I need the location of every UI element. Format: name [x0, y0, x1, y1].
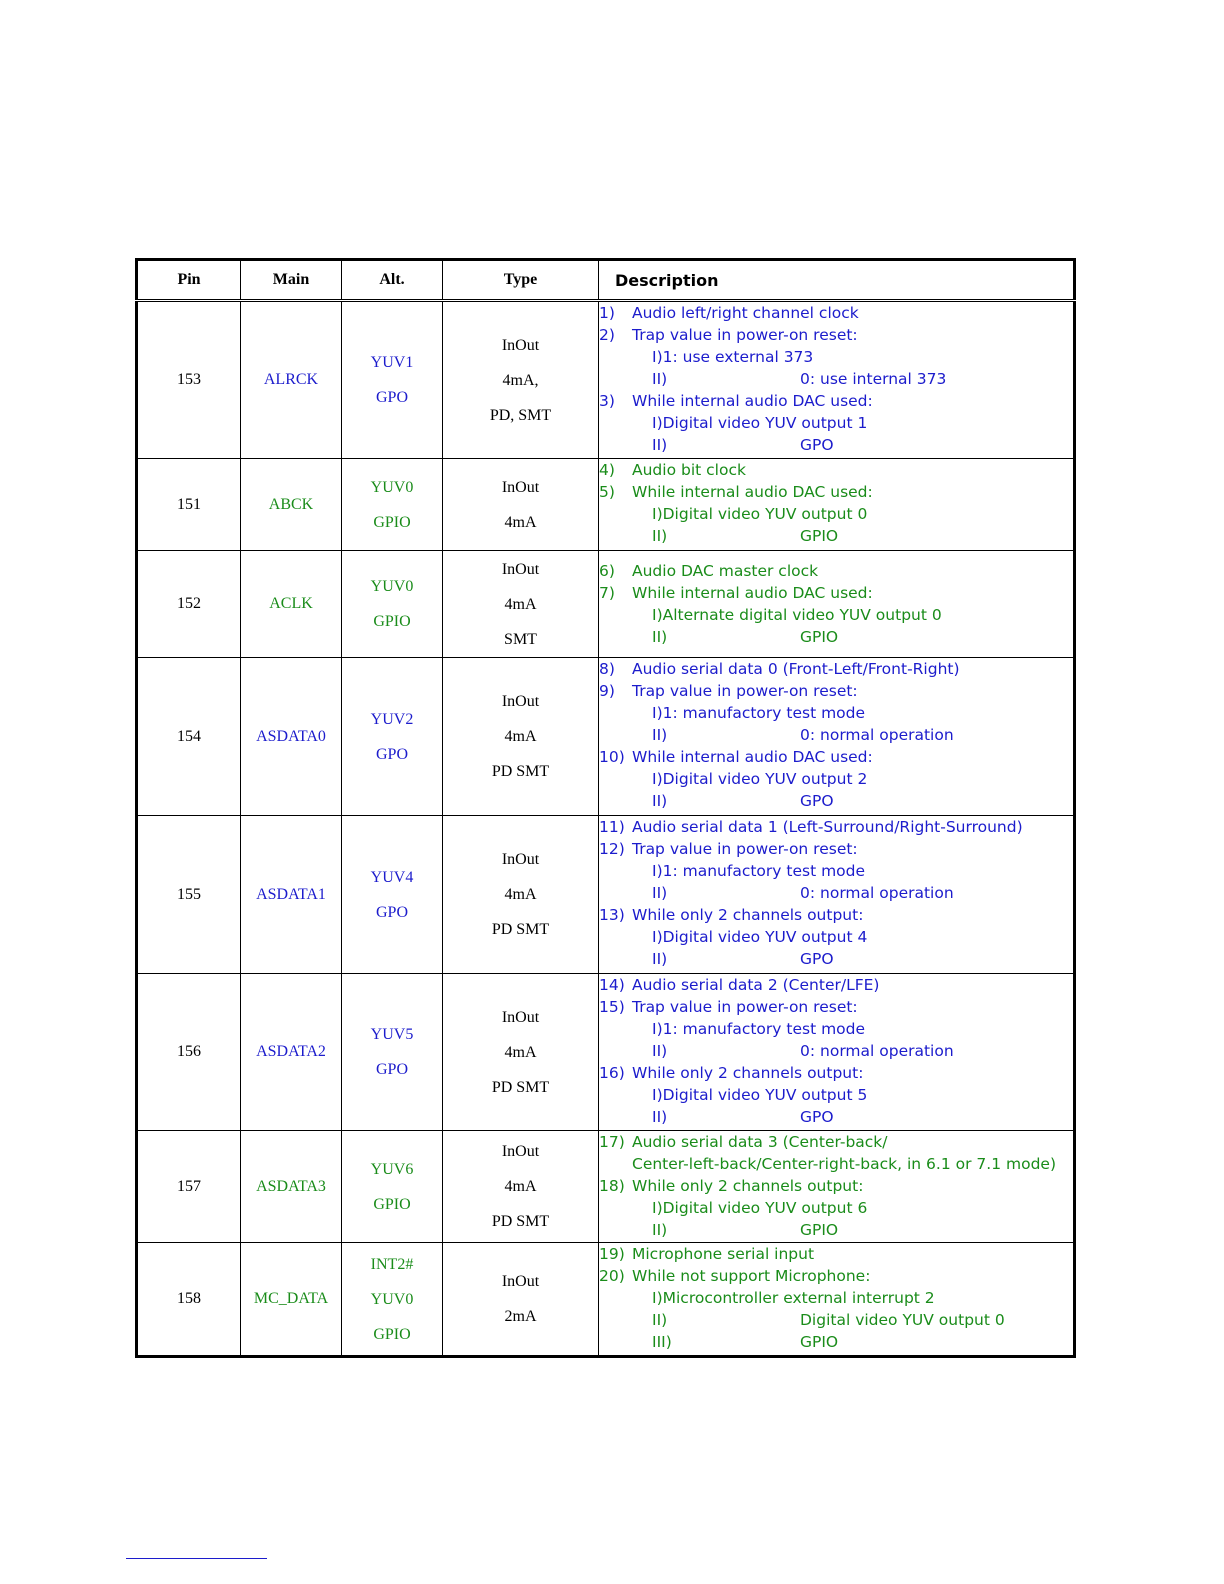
description: [599, 301, 1075, 459]
table-row: [137, 816, 1075, 974]
table-row: [137, 301, 1075, 459]
type-value: InOut: [501, 1008, 540, 1026]
desc-text: While only 2 channels output:: [632, 906, 864, 924]
alt-value: YUV0: [370, 1290, 414, 1308]
description: [599, 551, 1075, 658]
main-function: ASDATA3: [241, 1131, 342, 1243]
table-row: [137, 974, 1075, 1131]
alt-value: GPO: [375, 389, 408, 406]
description: [599, 816, 1075, 974]
desc-text: GPO: [800, 436, 834, 454]
desc-text: While internal audio DAC used:: [632, 748, 873, 766]
table-row: [137, 459, 1075, 551]
pin-type: [443, 301, 599, 459]
item-number: 10): [599, 748, 625, 766]
type-value: InOut: [501, 693, 540, 710]
item-number: 3): [599, 392, 615, 410]
roman-numeral: II): [652, 726, 668, 744]
pin-number: 158: [137, 1243, 241, 1357]
alt-value: GPO: [375, 903, 408, 921]
item-number: 8): [599, 660, 615, 678]
pin-type: [443, 658, 599, 816]
roman-numeral: II): [652, 1311, 668, 1329]
desc-subitem: I)Digital video YUV output 0: [652, 505, 868, 523]
desc-subitem: I)Alternate digital video YUV output 0: [652, 606, 942, 624]
desc-text: Audio serial data 0 (Front-Left/Front-Right): [632, 660, 960, 678]
pin-type: [443, 1243, 599, 1357]
pin-number: 152: [137, 551, 241, 658]
item-number: 1): [599, 304, 615, 322]
roman-numeral: II): [652, 1042, 668, 1060]
desc-text: 0: use internal 373: [800, 370, 947, 388]
alt-value: GPO: [375, 745, 408, 763]
desc-text: Digital video YUV output 0: [800, 1311, 1005, 1329]
desc-text: 0: normal operation: [800, 1042, 954, 1060]
pin-number: 153: [137, 301, 241, 459]
item-number: 11): [599, 818, 625, 836]
desc-text: While only 2 channels output:: [632, 1177, 864, 1195]
desc-text: 0: normal operation: [800, 884, 954, 902]
type-value: 4mA: [504, 886, 537, 903]
desc-text: Trap value in power-on reset:: [632, 682, 858, 700]
item-number: 16): [599, 1064, 625, 1082]
table-row: [137, 1243, 1075, 1357]
pin-number: 154: [137, 658, 241, 816]
alt-value: YUV2: [370, 710, 414, 728]
type-value: 4mA,: [502, 371, 539, 389]
desc-subitem: I)Digital video YUV output 2: [652, 770, 868, 788]
type-value: InOut: [501, 336, 540, 354]
pin-type: [443, 551, 599, 658]
alt-function: [342, 301, 443, 459]
alt-value: YUV0: [370, 478, 414, 496]
roman-numeral: III): [652, 1333, 672, 1351]
desc-text: While only 2 channels output:: [632, 1064, 864, 1082]
table-row: [137, 658, 1075, 816]
table-header-row: [137, 260, 1075, 301]
alt-value: YUV0: [370, 578, 414, 595]
roman-numeral: II): [652, 527, 668, 545]
desc-text: GPO: [800, 1108, 834, 1126]
pin-type: [443, 459, 599, 551]
roman-numeral: II): [652, 950, 668, 968]
desc-text: Audio left/right channel clock: [632, 304, 859, 322]
item-number: 18): [599, 1177, 625, 1195]
desc-text: While not support Microphone:: [632, 1267, 871, 1285]
pin-number: 157: [137, 1131, 241, 1243]
item-number: 5): [599, 483, 615, 501]
table-row: [137, 551, 1075, 658]
main-function: MC_DATA: [241, 1243, 342, 1357]
desc-text: Audio serial data 1 (Left-Surround/Right-Surround): [632, 818, 1023, 836]
alt-value: GPIO: [373, 513, 411, 531]
item-number: 7): [599, 584, 615, 602]
pin-number: 156: [137, 974, 241, 1131]
alt-value: YUV1: [370, 354, 414, 371]
desc-text: Trap value in power-on reset:: [632, 998, 858, 1016]
type-value: 4mA: [504, 728, 537, 745]
desc-text: While internal audio DAC used:: [632, 392, 873, 410]
header-description: Description: [599, 260, 1075, 301]
pin-number: 151: [137, 459, 241, 551]
alt-value: GPIO: [373, 1195, 411, 1213]
alt-value: YUV4: [370, 868, 414, 886]
type-value: PD, SMT: [489, 406, 552, 424]
main-function: ASDATA0: [241, 658, 342, 816]
description: [599, 459, 1075, 551]
type-value: InOut: [501, 1143, 540, 1160]
desc-text: While internal audio DAC used:: [632, 584, 873, 602]
roman-numeral: II): [652, 370, 668, 388]
pin-type: [443, 816, 599, 974]
type-value: SMT: [504, 630, 537, 648]
alt-function: [342, 459, 443, 551]
type-value: InOut: [501, 851, 540, 868]
alt-value: YUV6: [370, 1160, 414, 1178]
main-function: ABCK: [241, 459, 342, 551]
description: [599, 974, 1075, 1131]
item-number: 14): [599, 976, 625, 994]
description: [599, 658, 1075, 816]
type-value: 4mA: [504, 513, 537, 531]
desc-text: GPO: [800, 950, 834, 968]
desc-text: Audio bit clock: [632, 461, 746, 479]
desc-text: GPIO: [800, 1333, 839, 1351]
desc-subitem: I)1: manufactory test mode: [652, 1020, 866, 1038]
desc-text: GPIO: [800, 628, 839, 646]
desc-subitem: I)1: use external 373: [652, 348, 814, 366]
desc-text: Trap value in power-on reset:: [632, 840, 858, 858]
desc-text: 0: normal operation: [800, 726, 954, 744]
main-function: ASDATA1: [241, 816, 342, 974]
desc-subitem: I)Digital video YUV output 5: [652, 1086, 868, 1104]
item-number: 20): [599, 1267, 625, 1285]
desc-text: Microphone serial input: [632, 1245, 815, 1263]
desc-text: Trap value in power-on reset:: [632, 326, 858, 344]
alt-function: [342, 974, 443, 1131]
pin-type: [443, 1131, 599, 1243]
type-value: PD SMT: [491, 921, 550, 938]
header-type: Type: [443, 260, 599, 301]
desc-subitem: I)Digital video YUV output 6: [652, 1199, 868, 1217]
desc-subitem: I)1: manufactory test mode: [652, 862, 866, 880]
pin-number: 155: [137, 816, 241, 974]
table-row: [137, 1131, 1075, 1243]
alt-function: [342, 816, 443, 974]
desc-text: GPO: [800, 792, 834, 810]
type-value: 4mA: [504, 1043, 537, 1061]
header-alt: Alt.: [342, 260, 443, 301]
item-number: 15): [599, 998, 625, 1016]
desc-subitem: I)1: manufactory test mode: [652, 704, 866, 722]
type-value: 4mA: [504, 595, 537, 613]
desc-subitem: I)Digital video YUV output 4: [652, 928, 868, 946]
header-main: Main: [241, 260, 342, 301]
roman-numeral: II): [652, 628, 668, 646]
type-value: InOut: [501, 560, 540, 578]
desc-text: Audio serial data 3 (Center-back/: [632, 1133, 888, 1151]
type-value: 4mA: [504, 1178, 537, 1195]
roman-numeral: II): [652, 884, 668, 902]
alt-value: GPO: [375, 1061, 408, 1078]
type-value: InOut: [501, 478, 540, 496]
alt-function: [342, 551, 443, 658]
desc-text-continued: Center-left-back/Center-right-back, in 6.1 or 7.1 mode): [632, 1155, 1056, 1173]
type-value: InOut: [501, 1273, 540, 1290]
main-function: ASDATA2: [241, 974, 342, 1131]
item-number: 2): [599, 326, 615, 344]
pin-table-container: [135, 258, 1073, 1358]
pin-type: [443, 974, 599, 1131]
roman-numeral: II): [652, 1108, 668, 1126]
desc-subitem: I)Microcontroller external interrupt 2: [652, 1289, 935, 1307]
item-number: 6): [599, 562, 615, 580]
item-number: 17): [599, 1133, 625, 1151]
alt-value: INT2#: [370, 1255, 414, 1273]
alt-value: GPIO: [373, 1325, 411, 1343]
roman-numeral: II): [652, 792, 668, 810]
alt-value: GPIO: [373, 613, 411, 630]
desc-text: While internal audio DAC used:: [632, 483, 873, 501]
footnote-separator: [126, 1558, 267, 1559]
header-pin: Pin: [137, 260, 241, 301]
alt-function: [342, 1243, 443, 1357]
main-function: ACLK: [241, 551, 342, 658]
desc-text: GPIO: [800, 1221, 839, 1239]
main-function: ALRCK: [241, 301, 342, 459]
roman-numeral: II): [652, 1221, 668, 1239]
alt-value: YUV5: [370, 1026, 414, 1043]
roman-numeral: II): [652, 436, 668, 454]
type-value: PD SMT: [491, 763, 550, 780]
alt-function: [342, 658, 443, 816]
item-number: 9): [599, 682, 615, 700]
alt-function: [342, 1131, 443, 1243]
type-value: PD SMT: [491, 1213, 550, 1230]
item-number: 13): [599, 906, 625, 924]
item-number: 4): [599, 461, 615, 479]
desc-text: GPIO: [800, 527, 839, 545]
item-number: 12): [599, 840, 625, 858]
desc-text: Audio serial data 2 (Center/LFE): [632, 976, 880, 994]
item-number: 19): [599, 1245, 625, 1263]
type-value: PD SMT: [491, 1078, 550, 1096]
desc-subitem: I)Digital video YUV output 1: [652, 414, 868, 432]
description: [599, 1243, 1075, 1357]
description: [599, 1131, 1075, 1243]
desc-text: Audio DAC master clock: [632, 562, 819, 580]
pin-description-table: [135, 258, 1076, 1358]
type-value: 2mA: [504, 1308, 537, 1325]
